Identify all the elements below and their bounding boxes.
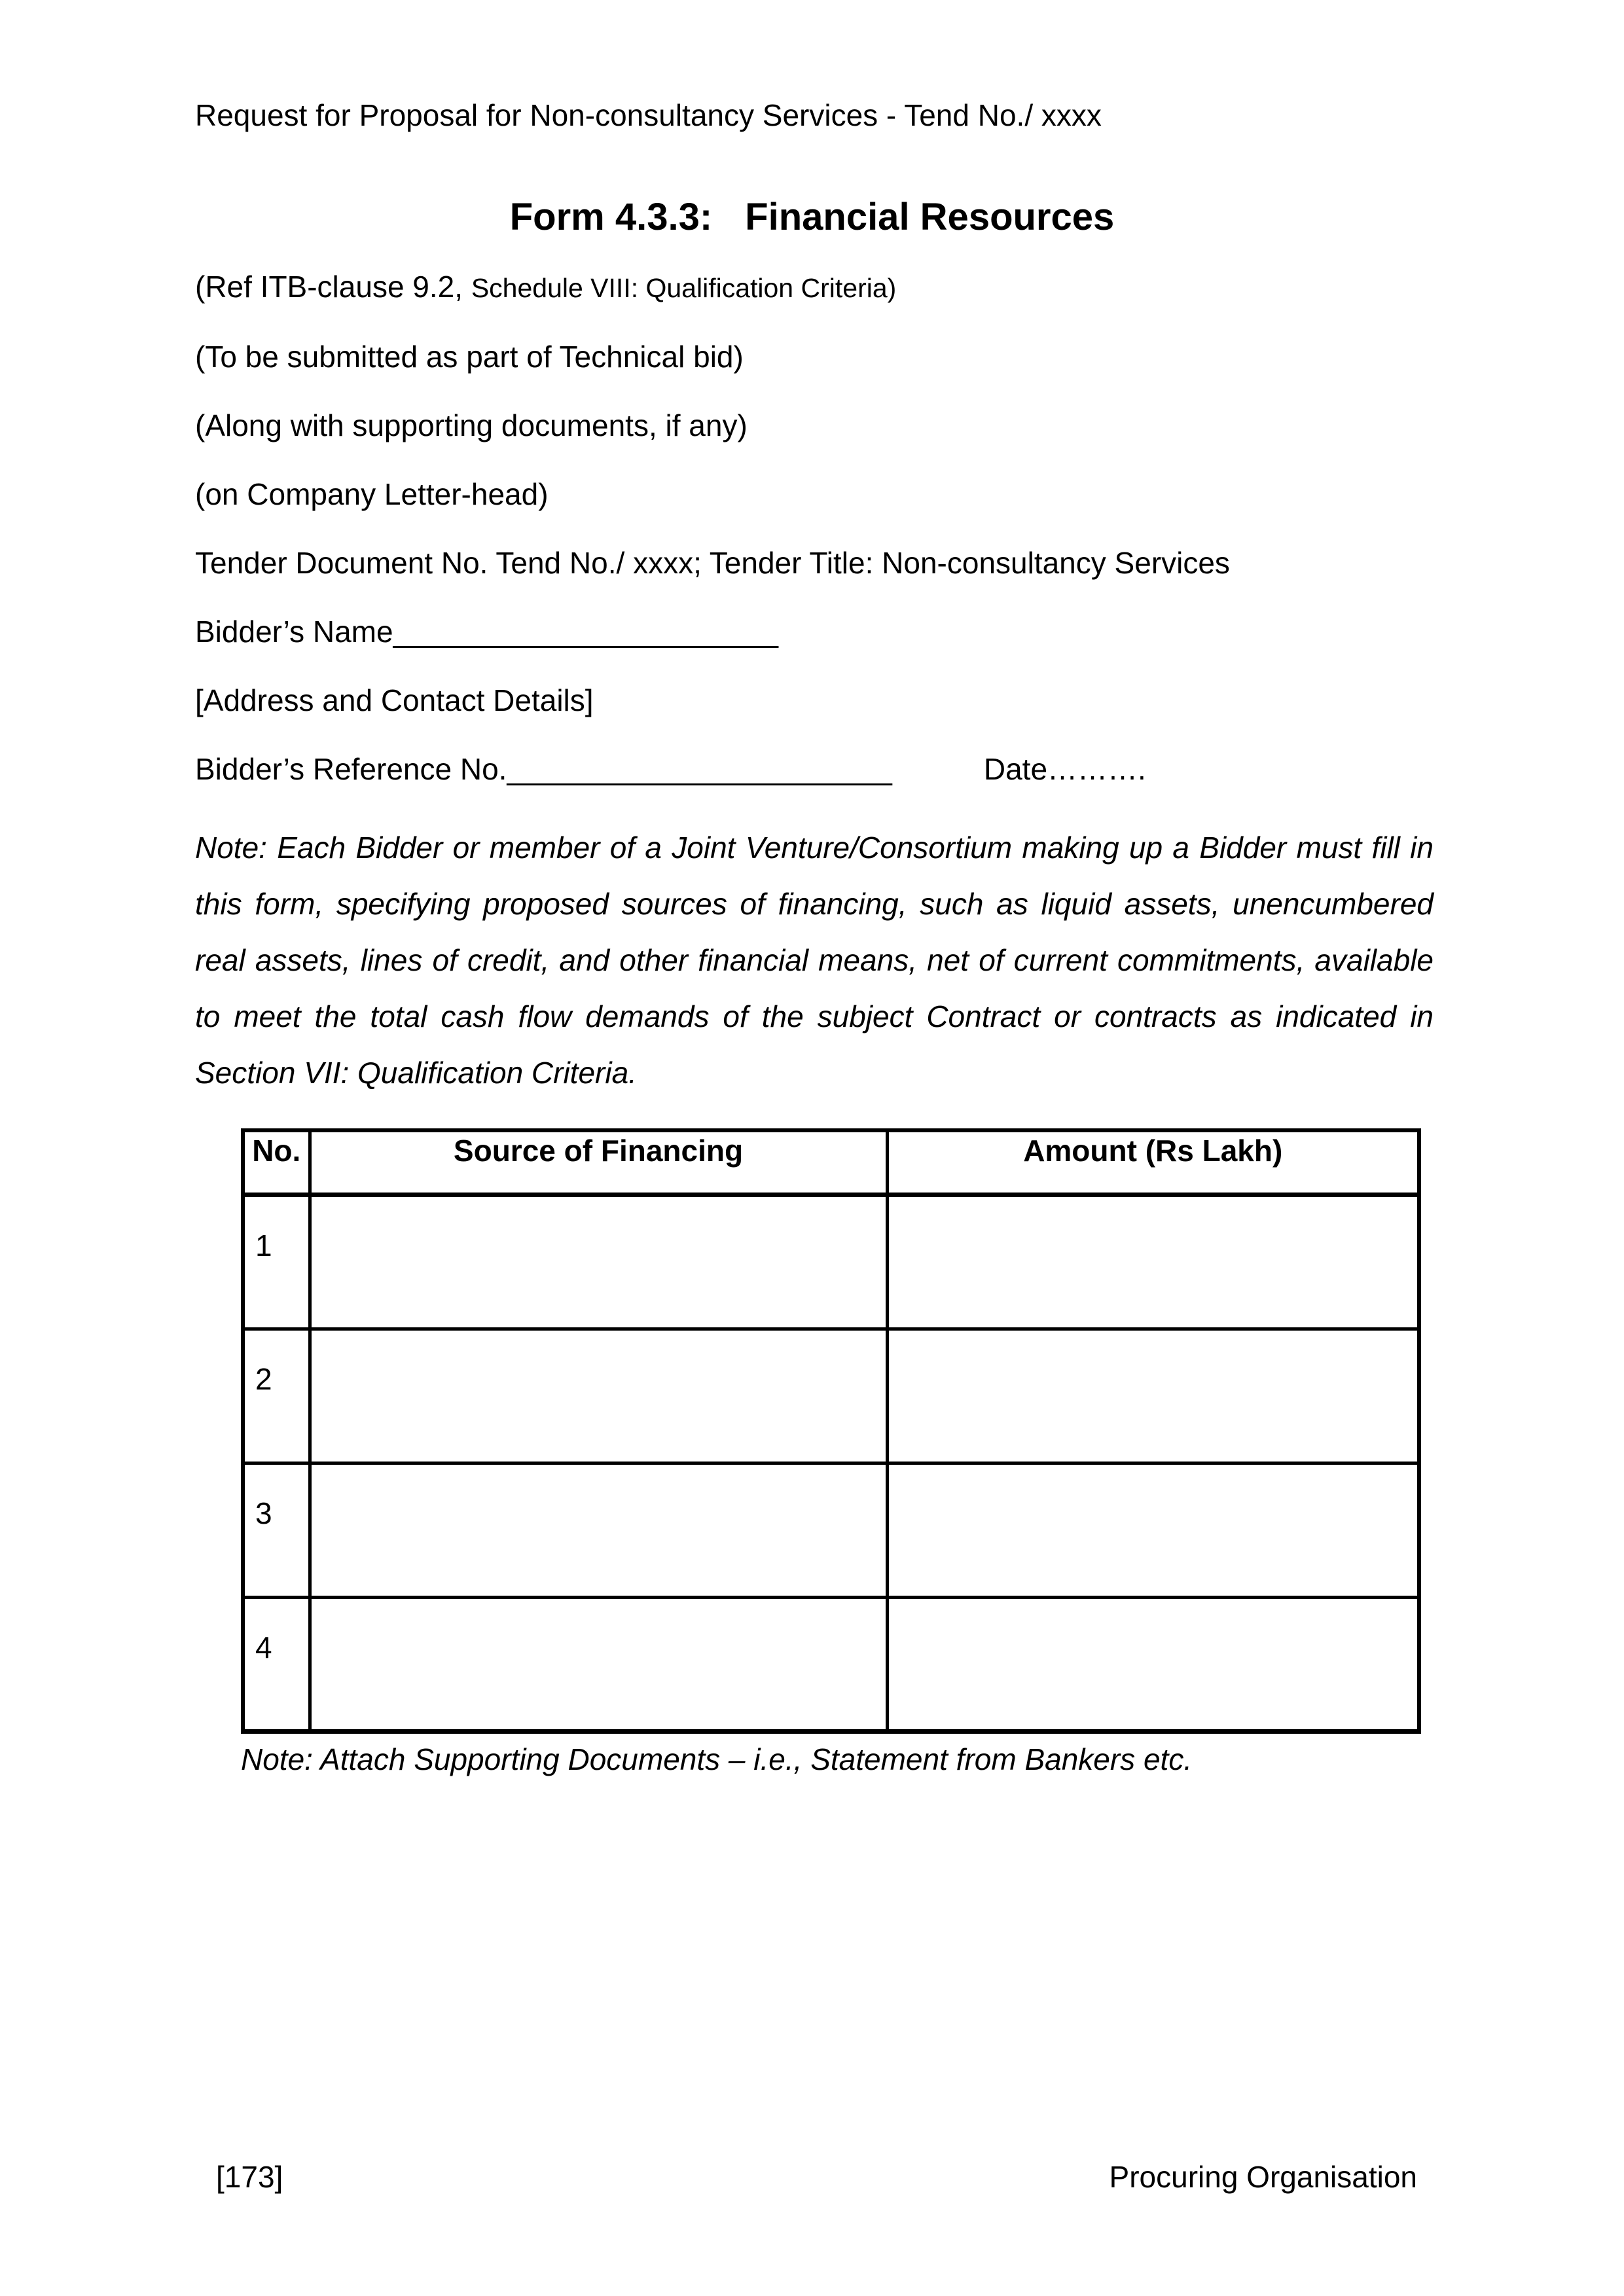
row-number-cell: 4 xyxy=(243,1597,310,1731)
source-of-financing-cell xyxy=(310,1597,887,1731)
bidder-reference-line xyxy=(195,752,1230,786)
amount-cell xyxy=(887,1463,1419,1597)
source-of-financing-cell xyxy=(310,1329,887,1463)
header-source-of-financing: Source of Financing xyxy=(310,1130,887,1194)
form-title xyxy=(0,196,1624,238)
row-number-cell: 1 xyxy=(243,1194,310,1329)
table-row xyxy=(243,1329,1419,1463)
tender-document-line: Tender Document No. Tend No./ xxxx; Tender Title: Non-consultancy Services xyxy=(195,546,1230,580)
ref-clause-small: Schedule VIII: Qualification Criteria) xyxy=(471,273,897,303)
table-header-row xyxy=(243,1130,1419,1194)
table-row xyxy=(243,1463,1419,1597)
table-row xyxy=(243,1194,1419,1329)
submission-note-line: (To be submitted as part of Technical bid) xyxy=(195,340,744,374)
bidder-reference-label: Bidder’s Reference No. xyxy=(195,752,507,786)
joint-venture-note: Note: Each Bidder or member of a Joint Venture/Consortium making up a Bidder must fill in this form, specifying proposed sources of financing, such as liquid assets, unencumbered real assets, lines of credit, and other financial means, net of current commitments, available to meet the total cash flow demands of the subject Contract or contracts as indicated in Section VII: Qualification Criteria. xyxy=(195,831,1434,1090)
page-number: [173] xyxy=(216,2160,283,2194)
header-amount: Amount (Rs Lakh) xyxy=(887,1130,1419,1194)
bidder-reference-blank: _______________________ xyxy=(507,752,892,786)
financial-resources-table xyxy=(241,1128,1421,1734)
form-title-number: Form 4.3.3: xyxy=(509,196,713,238)
supporting-docs-line: (Along with supporting documents, if any) xyxy=(195,408,748,442)
bidder-name-line xyxy=(195,615,1230,649)
address-contact-line: [Address and Contact Details] xyxy=(195,683,594,717)
date-label: Date………. xyxy=(983,752,1146,786)
ref-clause-main: (Ref ITB-clause 9.2, xyxy=(195,270,471,304)
row-number-cell: 2 xyxy=(243,1329,310,1463)
header-no: No. xyxy=(243,1130,310,1194)
form-title-text: Financial Resources xyxy=(745,196,1115,238)
letterhead-line: (on Company Letter-head) xyxy=(195,477,549,511)
source-of-financing-cell xyxy=(310,1194,887,1329)
bidder-name-blank: _______________________ xyxy=(393,615,778,649)
attach-documents-note: Note: Attach Supporting Documents – i.e., Statement from Bankers etc. xyxy=(241,1742,1193,1776)
row-number-cell: 3 xyxy=(243,1463,310,1597)
page-header-text: Request for Proposal for Non-consultancy Services - Tend No./ xxxx xyxy=(195,98,1102,132)
amount-cell xyxy=(887,1194,1419,1329)
procuring-organisation-text: Procuring Organisation xyxy=(1109,2160,1417,2194)
table-row xyxy=(243,1597,1419,1731)
source-of-financing-cell xyxy=(310,1463,887,1597)
amount-cell xyxy=(887,1597,1419,1731)
ref-clause-line xyxy=(195,270,1230,305)
bidder-name-label: Bidder’s Name xyxy=(195,615,393,649)
amount-cell xyxy=(887,1329,1419,1463)
intro-block xyxy=(195,270,1230,821)
